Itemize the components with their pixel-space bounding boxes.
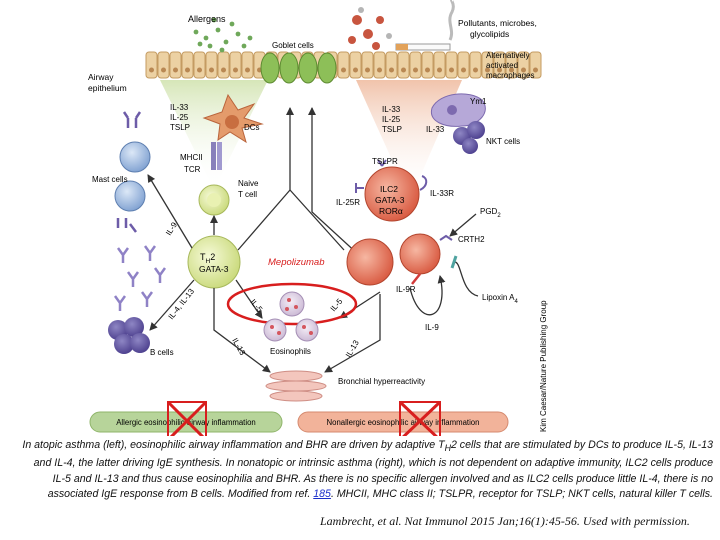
epithelial-cell xyxy=(230,52,241,78)
epithelial-cell xyxy=(470,52,481,78)
epithelial-cell xyxy=(362,52,373,78)
caption-text-2: 2 cells that are stimulated by DCs to produce IL-5, IL-13 and IL-4, the latter driving IgE synthesis. In nonatopic or intrinsic asthma (right), which is not dependent on adaptive immunity, ILC2 cells produce IL-5 and IL-13 and thus cause eosinophilia and BHR. As there is no specific allergen involved and as ILC2 cells produce little IL-4, there is no associated IgE response from B cells. Modified from ref. xyxy=(33,439,713,500)
goblet-cells-label: Goblet cells xyxy=(272,41,314,50)
il25-right-label: IL-25 xyxy=(382,115,401,124)
nonallergic-inflammation-label: Nonallergic eosinophilic airway inflammation xyxy=(326,418,480,427)
alt-macrophages-label-1: Alternatively xyxy=(486,51,530,60)
il9r-receptor xyxy=(412,274,420,284)
caption-subscript: H xyxy=(444,443,451,454)
rora-label: RORα xyxy=(379,206,403,216)
il13-left-label: IL-13 xyxy=(230,336,248,357)
th2-label: $T_H2$ xyxy=(200,252,216,265)
epithelial-cell xyxy=(386,52,397,78)
allergen-dot xyxy=(198,42,203,47)
naive-t-cell xyxy=(199,185,229,215)
epithelial-cell xyxy=(338,52,349,78)
il25r-label: IL-25R xyxy=(336,198,361,207)
reference-link[interactable]: 185 xyxy=(313,487,331,500)
il5-right-label: IL-5 xyxy=(328,296,345,314)
allergen-dot xyxy=(230,22,235,27)
il13-right-label: IL-13 xyxy=(343,338,361,359)
th2-cell xyxy=(188,236,240,288)
tcr-label: TCR xyxy=(184,165,201,174)
allergen-dot xyxy=(248,36,253,41)
allergen-dot xyxy=(194,30,199,35)
gata3-ilc2-label: GATA-3 xyxy=(375,195,405,205)
il5-left-label: IL-5 xyxy=(248,297,265,314)
il33-right-label: IL-33 xyxy=(382,105,401,114)
epithelial-cell xyxy=(194,52,205,78)
microbes xyxy=(348,7,392,50)
epithelial-cell xyxy=(374,52,385,78)
epithelial-nucleus xyxy=(377,68,382,73)
allergen-dot xyxy=(216,28,221,33)
epithelial-nucleus xyxy=(401,68,406,73)
il9-left-label: IL-9 xyxy=(164,220,180,238)
epithelial-nucleus xyxy=(437,68,442,73)
epithelial-nucleus xyxy=(245,68,250,73)
ilc2-label: ILC2 xyxy=(380,184,398,194)
pgd2-label: $PGD_2$ xyxy=(480,207,501,219)
epithelial-nucleus xyxy=(449,68,454,73)
allergic-inflammation-label: Allergic eosinophilic airway inflammation xyxy=(116,418,256,427)
cigarette-icon xyxy=(396,0,453,50)
b-cells-label: B cells xyxy=(150,348,174,357)
epithelial-nucleus xyxy=(221,68,226,73)
dcs-label: DCs xyxy=(244,123,260,132)
epithelial-cell xyxy=(206,52,217,78)
epithelial-cell xyxy=(170,52,181,78)
epithelial-cell xyxy=(458,52,469,78)
allergen-dot xyxy=(204,36,209,41)
epithelial-cell xyxy=(434,52,445,78)
alt-macrophages-label-2: activated xyxy=(486,61,519,70)
epithelial-cell xyxy=(398,52,409,78)
mepolizumab-label: Mepolizumab xyxy=(268,257,325,268)
lipoxin-block-bar xyxy=(452,256,456,268)
gata3-th2-label: GATA-3 xyxy=(199,264,229,274)
b-cell-cluster xyxy=(108,317,150,354)
eosinophils xyxy=(264,292,318,341)
mast-cells-label: Mast cells xyxy=(92,175,128,184)
ilc2-effector-cells xyxy=(347,234,452,285)
epithelial-cell xyxy=(422,52,433,78)
citation: Lambrecht, et al. Nat Immunol 2015 Jan;16(1):45-56. Used with permission. xyxy=(320,514,690,528)
bronchial-hyperreactivity-label: Bronchial hyperreactivity xyxy=(338,377,426,386)
lipoxin-inhibit-line xyxy=(454,262,478,296)
left-signal-cone xyxy=(160,80,268,190)
epithelial-cell xyxy=(350,52,361,78)
tslp-right-label: TSLP xyxy=(382,125,403,134)
nkt-cells-label: NKT cells xyxy=(486,137,521,146)
epithelial-nucleus xyxy=(173,68,178,73)
pollutants-label: Pollutants, microbes, xyxy=(458,18,537,28)
epithelial-cell xyxy=(242,52,253,78)
crth2-label: CRTH2 xyxy=(458,235,485,244)
allergen-dot xyxy=(224,40,229,45)
epithelial-nucleus xyxy=(365,68,370,73)
eosinophils-label: Eosinophils xyxy=(270,347,311,356)
epithelial-nucleus xyxy=(389,68,394,73)
epithelium-label: epithelium xyxy=(88,83,127,93)
airway-epithelium xyxy=(146,52,541,78)
il9r-label: IL-9R xyxy=(396,285,416,294)
caption-text-1: In atopic asthma (left), eosinophilic airway inflammation and BHR are driven by adaptive T xyxy=(22,439,445,451)
allergen-dot xyxy=(220,48,225,53)
il4-il13-label: IL-4, IL-13 xyxy=(166,286,197,322)
epithelial-nucleus xyxy=(209,68,214,73)
epithelial-nucleus xyxy=(341,68,346,73)
naive-label-2: T cell xyxy=(238,190,257,199)
epithelial-nucleus xyxy=(233,68,238,73)
il9-right-label: IL-9 xyxy=(425,323,439,332)
il33-left-label: IL-33 xyxy=(170,103,189,112)
epithelial-nucleus xyxy=(413,68,418,73)
allergen-dot xyxy=(242,44,247,49)
epithelial-nucleus xyxy=(197,68,202,73)
ym1-label: Ym1 xyxy=(470,97,487,106)
epithelial-cell xyxy=(446,52,457,78)
il25-left-label: IL-25 xyxy=(170,113,189,122)
epithelial-cell xyxy=(158,52,169,78)
figure-caption xyxy=(20,438,713,502)
mhcii-label: MHCII xyxy=(180,153,203,162)
bronchial-smooth-muscle xyxy=(266,371,326,401)
lipoxin-label: Lipoxin $A_4$ xyxy=(482,293,518,305)
allergens-label: Allergens xyxy=(188,14,226,24)
airway-label: Airway xyxy=(88,72,114,82)
pgd2-arrow xyxy=(450,214,476,236)
epithelial-cell xyxy=(182,52,193,78)
naive-label-1: Naive xyxy=(238,179,259,188)
epithelial-cell xyxy=(410,52,421,78)
il33r-label: IL-33R xyxy=(430,189,455,198)
image-credit: Kim Caesar/Nature Publishing Group xyxy=(539,300,548,432)
epithelial-nucleus xyxy=(161,68,166,73)
epithelial-nucleus xyxy=(353,68,358,73)
epithelial-nucleus xyxy=(473,68,478,73)
mast-cells xyxy=(115,112,150,232)
tslpr-label: TSLPR xyxy=(372,157,398,166)
il33-macrophage-label: IL-33 xyxy=(426,125,445,134)
epithelial-nucleus xyxy=(461,68,466,73)
epithelial-nucleus xyxy=(425,68,430,73)
glycolipids-label: glycolipids xyxy=(470,29,510,39)
epithelial-cell xyxy=(218,52,229,78)
allergen-dot xyxy=(208,44,213,49)
tslp-left-label: TSLP xyxy=(170,123,191,132)
allergen-dot xyxy=(236,32,241,37)
caption-text-3: . MHCII, MHC class II; TSLPR, receptor for TSLP; NKT cells, natural killer T cells. xyxy=(330,487,713,500)
epithelial-cell xyxy=(146,52,157,78)
epithelial-nucleus xyxy=(185,68,190,73)
alt-macrophages-label-3: macrophages xyxy=(486,71,535,80)
ige-antibodies xyxy=(115,246,165,311)
epithelial-nucleus xyxy=(149,68,154,73)
